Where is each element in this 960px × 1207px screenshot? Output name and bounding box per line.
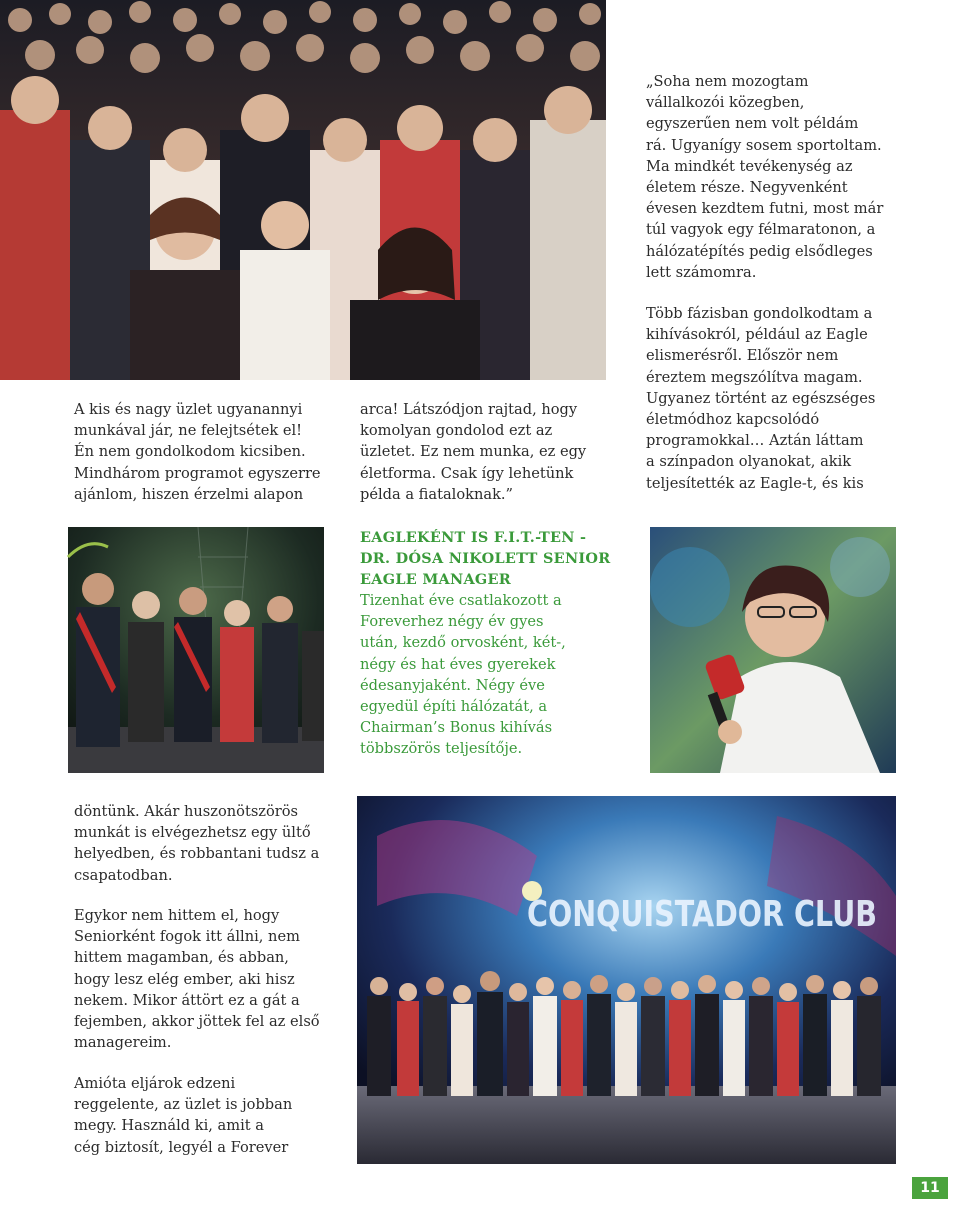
conquistador-club-photo — [357, 796, 896, 1164]
managers-stage-photo — [68, 527, 324, 773]
speaker-photo — [650, 527, 896, 773]
audience-illustration — [0, 0, 606, 380]
quote-paragraph-2: Több fázisban gondolkodtam a kihívásokról, például az Eagle elismerésről. Először nem éreztem megszólítva magam. Ugyanez történt az egészséges életmódhoz kapcsolódó programokkal… Aztán láttam a színpadon olyanokat, akik teljesítették az Eagle-t, és kis — [646, 305, 876, 492]
quote-paragraph-1: „Soha nem mozogtam vállalkozói közegben, egyszerűen nem volt példám rá. Ugyanígy sosem sportoltam. Ma mindkét tevékenység az életem része. Negyvenként évesen kezdtem futni, most már túl vagyok egy félmaratonon, a hálózatépítés pedig elsődleges lett számomra. — [646, 73, 884, 281]
page-number: 11 — [912, 1177, 948, 1199]
article-heading: EAGLEKÉNT IS F.I.T.-TEN - DR. DÓSA NIKOLETT SENIOR EAGLE MANAGER — [360, 529, 611, 589]
left-paragraph-2: döntünk. Akár huszonötszörös munkát is elvégezhetsz egy ültő helyedben, és robbantani tudsz a csapatodban. — [74, 803, 320, 884]
left-paragraph-4: Amióta eljárok edzeni reggelente, az üzlet is jobban megy. Használd ki, amit a cég biztosít, legyél a Forever — [74, 1075, 293, 1156]
middle-paragraph-1: arca! Látszódjon rajtad, hogy komolyan gondolod ezt az üzletet. Ez nem munka, ez egy életforma. Csak így lehetünk példa a fiataloknak.” — [360, 401, 587, 503]
intro-paragraph: Tizenhat éve csatlakozott a Foreverhez négy év gyes után, kezdő orvosként, két-, négy és hat éves gyerekek édesanyjaként. Négy éve egyedül építi hálózatát, a Chairman’s Bonus kihívás többszörös teljesítője. — [360, 592, 566, 758]
speaker-illustration — [650, 527, 896, 773]
managers-illustration — [68, 527, 324, 773]
left-paragraph-3: Egykor nem hittem el, hogy Seniorként fogok itt állni, nem hittem magamban, és abban, hogy lesz elég ember, aki hisz nekem. Mikor áttört ez a gát a fejemben, akkor jöttek fel az első managereim. — [74, 907, 320, 1052]
conquistador-illustration — [357, 796, 896, 1164]
left-paragraph-1: A kis és nagy üzlet ugyanannyi munkával jár, ne felejtsétek el! Én nem gondolkodom kicsiben. Mindhárom programot egyszerre ajánlom, hiszen érzelmi alapon — [74, 401, 321, 503]
audience-photo — [0, 0, 606, 380]
conquistador-sign-text: CONQUISTADOR CLUB — [527, 894, 877, 935]
